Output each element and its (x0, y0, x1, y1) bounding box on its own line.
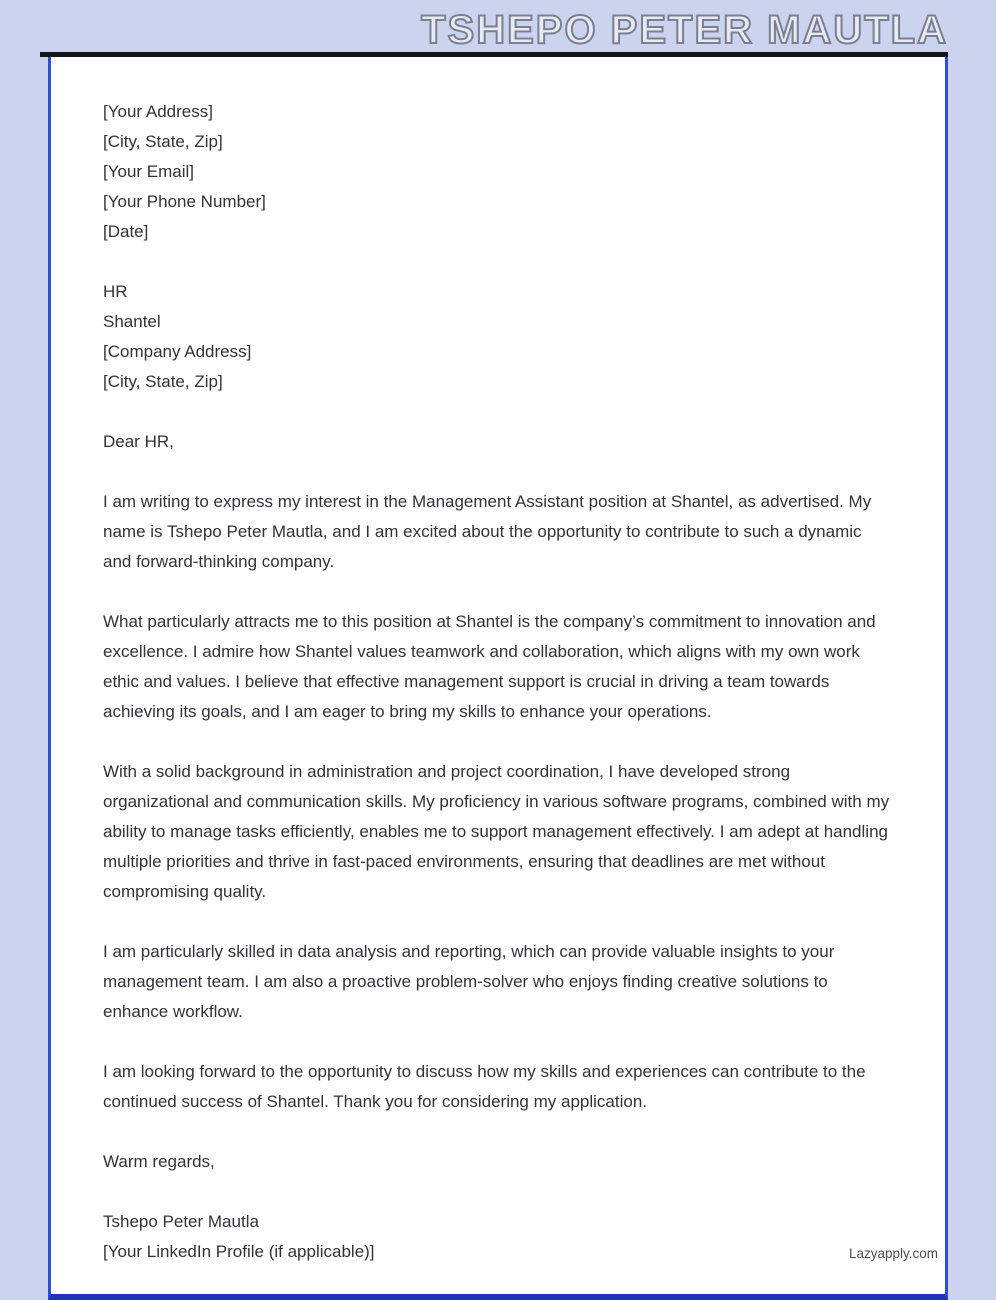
salutation-line: Dear HR, (103, 432, 174, 451)
closing-line: Warm regards, (103, 1152, 215, 1171)
date-line: [Date] (103, 222, 149, 241)
body-paragraph-3: With a solid background in administration and project coordination, I have developed strong organizational and communication skills. My proficiency in various software programs, combined with my ability to manage tasks efficiently, enables me to support management effectively. I am adept at handling multiple priorities and thrive in fast-paced environments, ensuring that deadlines are met without compromising quality. (103, 762, 890, 901)
body-paragraph-4: I am particularly skilled in data analysis and reporting, which can provide valuable insights to your management team. I am also a proactive problem-solver who enjoys finding creative solutions to enhance workflow. (103, 942, 835, 1021)
header (421, 8, 948, 53)
body-paragraph-2: What particularly attracts me to this position at Shantel is the company’s commitment to innovation and excellence. I admire how Shantel values teamwork and collaboration, which aligns with my own work ethic and values. I believe that effective management support is crucial in driving a team towards achieving its goals, and I am eager to bring my skills to enhance your operations. (103, 612, 876, 721)
signature-name-line: Tshepo Peter Mautla (103, 1212, 259, 1231)
sender-city-line: [City, State, Zip] (103, 132, 223, 151)
signature-linkedin-line: [Your LinkedIn Profile (if applicable)] (103, 1242, 375, 1261)
signature-block (103, 1207, 890, 1267)
sender-block (103, 97, 890, 247)
recipient-name-line: HR (103, 282, 128, 301)
sender-address-line: [Your Address] (103, 102, 213, 121)
body-paragraph-5: I am looking forward to the opportunity to discuss how my skills and experiences can contribute to the continued success of Shantel. Thank you for considering my application. (103, 1062, 866, 1111)
letter-page (48, 57, 948, 1300)
recipient-address-line: [Company Address] (103, 342, 252, 361)
salutation (103, 427, 890, 457)
body-paragraph-1: I am writing to express my interest in the Management Assistant position at Shantel, as advertised. My name is Tshepo Peter Mautla, and I am excited about the opportunity to contribute to such a dynamic and forward-thinking company. (103, 492, 872, 571)
recipient-city-line: [City, State, Zip] (103, 372, 223, 391)
sender-phone-line: [Your Phone Number] (103, 192, 266, 211)
recipient-block (103, 277, 890, 397)
lazyapply-watermark: Lazyapply.com (848, 1246, 938, 1261)
closing (103, 1147, 890, 1177)
sender-email-line: [Your Email] (103, 162, 195, 181)
recipient-company-line: Shantel (103, 312, 161, 331)
page-title: TSHEPO PETER MAUTLA (421, 8, 948, 52)
